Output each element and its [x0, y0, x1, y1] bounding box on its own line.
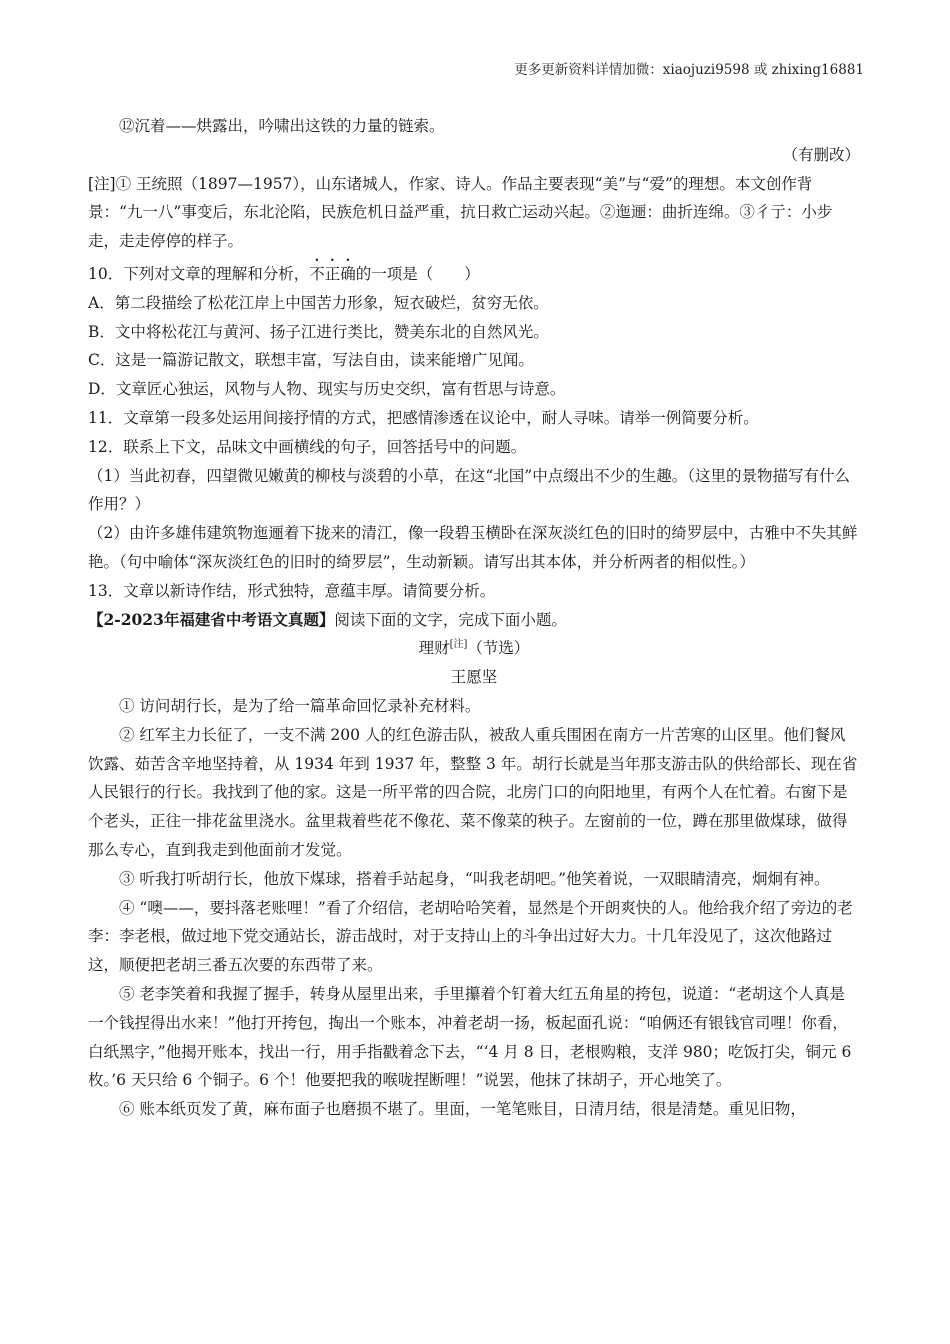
option-b: B．文中将松花江与黄河、扬子江进行类比，赞美东北的自然风光。 — [88, 322, 549, 341]
article-author: 王愿坚 — [450, 668, 498, 687]
paragraph-6: ⑥ 账本纸页发了黄，麻布面子也磨损不堪了。里面，一笔笔账目，日清月结，很是清楚。重见旧物， — [119, 1100, 806, 1119]
annotation: [注]① 王统照（1897—1957），山东诸城人，作家、诗人。作品主要表现“美”与“爱”的理想。本文创作背景：“九一八”事变后，东北沦陷，民族危机日益严重，抗日救亡运动兴起。②迤逦：曲折连绵。③彳亍：小步走，走走停停的样子。 — [88, 174, 833, 251]
article-title — [88, 634, 860, 663]
question-10-pre: 10．下列对文章的理解和分析， — [88, 264, 310, 283]
paragraph-5: ⑤ 老李笑着和我握了握手，转身从屋里出来，手里攥着个钉着大红五角星的挎包，说道：“老胡这个人真是一个钱捏得出水来！”他打开挎包，掏出一个账本，冲着老胡一扬，板起面孔说：“咱俩还有银钱官司哩！你看，白纸黑字，”他揭开账本，找出一行，用手指戳着念下去，“‘4 月 8 日，老根购粮，支洋 980；吃饭打尖，铜元 6 枚。’6 天只给 6 个铜子。6 个！他要把我的喉咙捏断哩！”说罢，他抹了抹胡子，开心地笑了。 — [88, 984, 852, 1090]
question-10 — [88, 256, 860, 289]
header-note: 更多更新资料详情加微：xiaojuzi9598 或 zhixing16881 — [514, 62, 864, 78]
paragraph-3: ③ 听我打听胡行长，他放下煤球，搭着手站起身，“叫我老胡吧。”他笑着说，一双眼睛清亮，炯炯有神。 — [119, 869, 830, 888]
article-title-note: [注] — [449, 639, 468, 651]
article-title-text: 理财 — [418, 639, 450, 658]
paragraph-4: ④ “噢——，要抖落老账哩！”看了介绍信，老胡哈哈笑着，显然是个开朗爽快的人。他给我介绍了旁边的老李：李老根，做过地下党交通站长，游击战时，对于支持山上的斗争出过好大力。十几年没见了，这次他路过这，顺便把老胡三番五次要的东西带了来。 — [88, 898, 853, 975]
article-title-suffix: （节选） — [467, 639, 530, 658]
question-12-part-2: （2）由许多雄伟建筑物迤逦着下拢来的清江，像一段碧玉横卧在深灰淡红色的旧时的绮罗层中，古雅中不失其鲜艳。（句中喻体“深灰淡红色的旧时的绮罗层”，生动新颖。请写出其本体，并分析两者的相似性。） — [88, 524, 858, 571]
poem-line: ⑫沉着——烘露出，吟啸出这铁的力量的链索。 — [119, 117, 445, 135]
paragraph-1: ① 访问胡行长，是为了给一篇革命回忆录补充材料。 — [119, 696, 481, 715]
document-body — [88, 112, 860, 1124]
source-note: （有删改） — [782, 145, 860, 164]
question-13: 13．文章以新诗作结，形式独特，意蕴丰厚。请简要分析。 — [88, 581, 496, 600]
question-12: 12．联系上下文，品味文中画横线的句子，回答括号中的问题。 — [88, 437, 527, 456]
question-10-post: 的一项是（ ） — [355, 264, 480, 283]
section-instruction: 阅读下面的文字，完成下面小题。 — [334, 610, 567, 629]
option-c: C．这是一篇游记散文，联想丰富，写法自由，读来能增广见闻。 — [88, 351, 534, 370]
question-10-emphasis: 不正确 — [309, 264, 356, 283]
section-heading — [88, 606, 860, 635]
paragraph-2: ② 红军主力长征了，一支不满 200 人的红色游击队，被敌人重兵围困在南方一片苦寒的山区里。他们餐风饮露、茹苦含辛地坚持着，从 1934 年到 1937 年，整整 3 年。胡行长就是当年那支游击队的供给部长、现在省人民银行的行长。我找到了他的家。这是一所平常的四合院，北房门口的向阳地里，有两个人在忙着。右窗下是个老头，正往一排花盆里浇水。盆里栽着些花不像花、菜不像菜的秧子。左窗前的一位，蹲在那里做煤球，做得那么专心，直到我走到他面前才发觉。 — [88, 725, 858, 859]
option-a: A．第二段描绘了松花江岸上中国苦力形象，短衣破烂，贫穷无依。 — [88, 293, 549, 312]
section-source: 【2-2023年福建省中考语文真题】 — [88, 609, 335, 629]
option-d: D．文章匠心独运，风物与人物、现实与历史交织，富有哲思与诗意。 — [88, 380, 566, 399]
question-11: 11．文章第一段多处运用间接抒情的方式，把感情渗透在议论中，耐人寻味。请举一例简要分析。 — [88, 408, 759, 427]
question-12-part-1: （1）当此初春，四望微见嫩黄的柳枝与淡碧的小草，在这“北国”中点缀出不少的生趣。（这里的景物描写有什么作用？） — [88, 466, 850, 514]
